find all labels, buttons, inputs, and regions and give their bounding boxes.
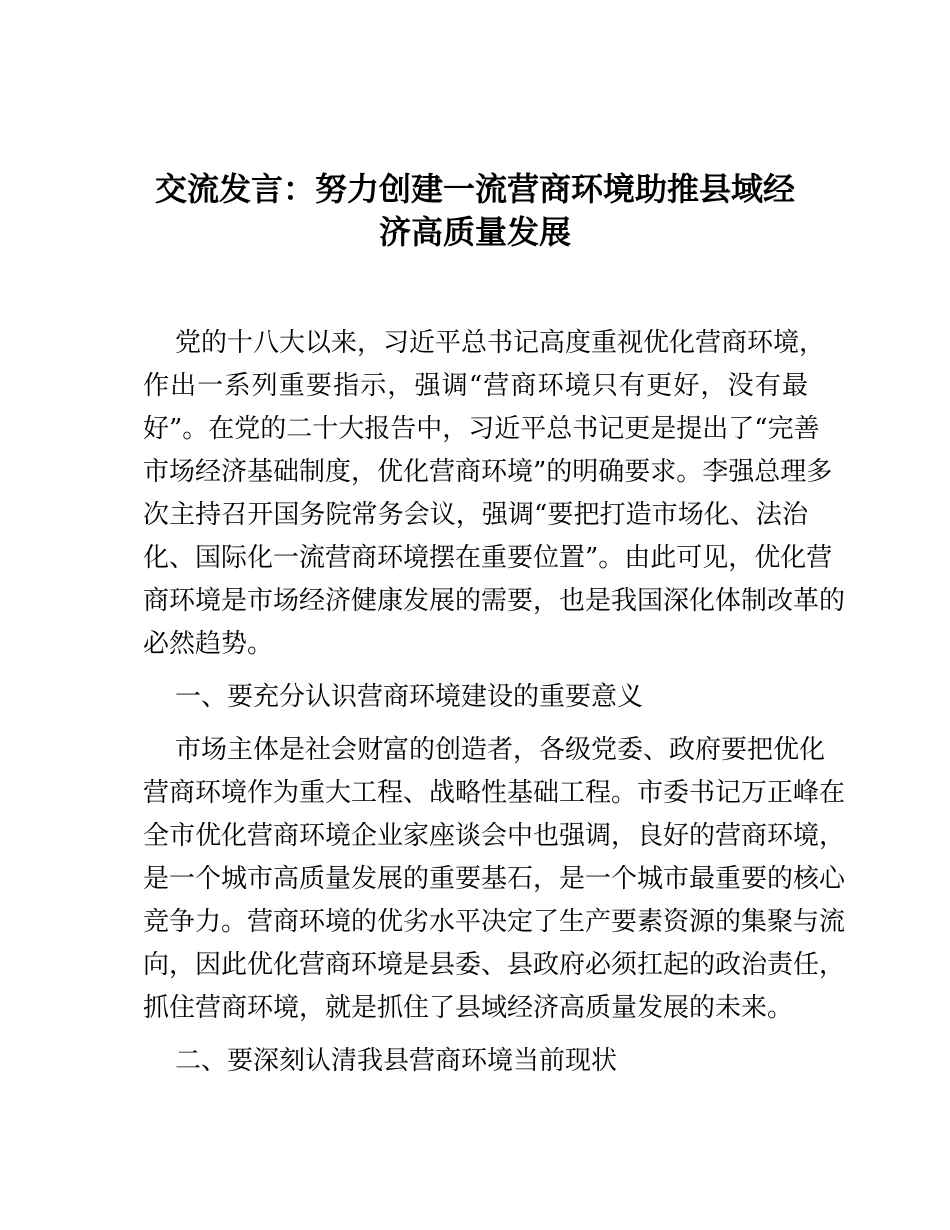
title-line: 济高质量发展 <box>378 213 571 251</box>
text-line: 全市优化营商环境企业家座谈会中也强调，良好的营商环境， <box>143 821 846 851</box>
text-line: 商环境是市场经济健康发展的需要，也是我国深化体制改革的 <box>143 586 846 616</box>
text-line: 向，因此优化营商环境是县委、县政府必须扛起的政治责任， <box>143 950 846 980</box>
text-line: 必然趋势。 <box>143 629 274 659</box>
text-line: 抓住营商环境，就是抓住了县域经济高质量发展的未来。 <box>143 993 794 1023</box>
section-heading <box>143 676 808 719</box>
text-line: 竞争力。营商环境的优劣水平决定了生产要素资源的集聚与流 <box>143 907 846 937</box>
text-line: 二、要深刻认清我县营商环境当前现状 <box>175 1046 618 1076</box>
document-body <box>143 322 846 1093</box>
text-line: 营商环境作为重大工程、战略性基础工程。市委书记万正峰在 <box>143 778 846 808</box>
text-line: 作出一系列重要指示，强调“营商环境只有更好，没有最 <box>143 371 808 401</box>
text-line: 好”。在党的二十大报告中，习近平总书记更是提出了“完善 <box>143 414 820 444</box>
text-line: 市场经济基础制度，优化营商环境”的明确要求。李强总理多 <box>143 457 833 487</box>
paragraph <box>143 729 846 1030</box>
text-line: 化、国际化一流营商环境摆在重要位置”。由此可见，优化营 <box>143 543 833 573</box>
section-heading <box>143 1040 808 1083</box>
title-line: 交流发言：努力创建一流营商环境助推县域经 <box>154 170 795 208</box>
paragraph <box>143 322 846 666</box>
text-line: 次主持召开国务院常务会议，强调“要把打造市场化、法治 <box>143 500 808 530</box>
text-line: 是一个城市高质量发展的重要基石，是一个城市最重要的核心 <box>143 864 846 894</box>
text-line: 一、要充分认识营商环境建设的重要意义 <box>175 682 644 712</box>
document-title <box>0 168 950 254</box>
text-line: 党的十八大以来，习近平总书记高度重视优化营商环境， <box>175 328 826 358</box>
text-line: 市场主体是社会财富的创造者，各级党委、政府要把优化 <box>175 735 826 765</box>
